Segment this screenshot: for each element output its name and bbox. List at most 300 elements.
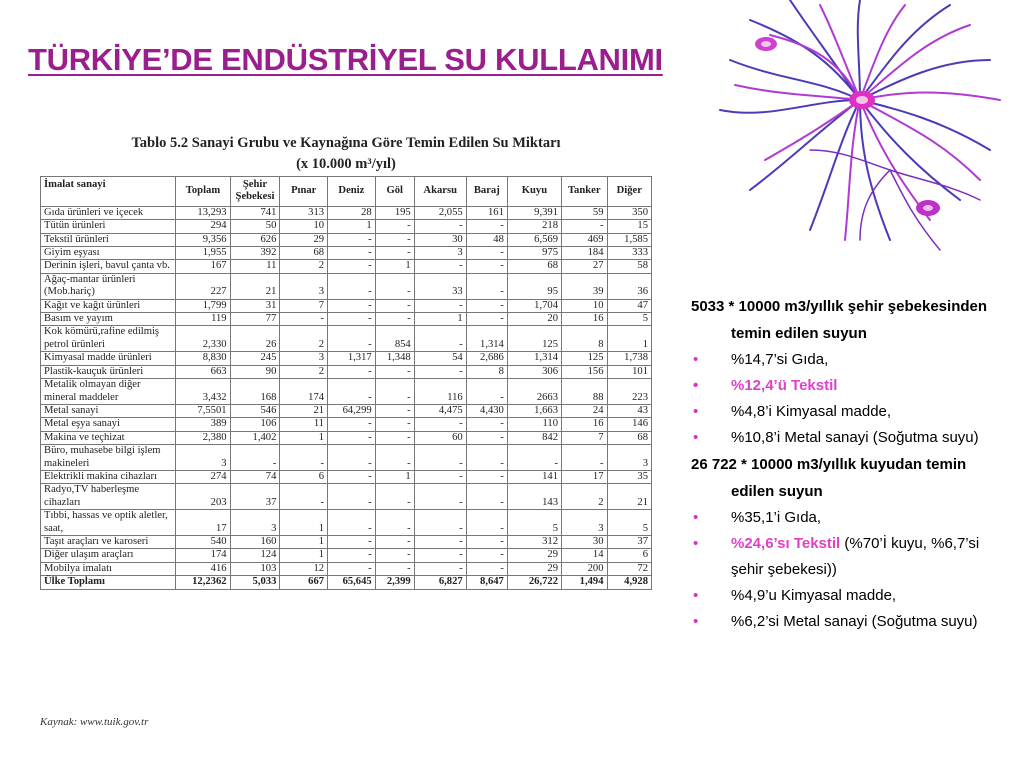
table-cell: 2,686 (466, 352, 507, 365)
table-cell: - (328, 299, 376, 312)
note-item: • %4,8’i Kimyasal madde, (691, 399, 1011, 425)
table-cell: - (466, 510, 507, 536)
row-label-cell: Derinin işleri, bavul çanta vb. (41, 260, 176, 273)
table-cell: 1 (375, 470, 414, 483)
table-cell: 37 (607, 535, 651, 548)
table-cell: 12 (280, 562, 328, 575)
row-label-cell: Tekstil ürünleri (41, 233, 176, 246)
table-cell: 30 (414, 233, 466, 246)
note-header-city-network: 5033 * 10000 m3/yıllık şehir şebekesinden temin edilen suyun (691, 298, 988, 342)
table-cell: 663 (176, 365, 230, 378)
note-list-well (691, 505, 1011, 635)
table-cell: - (466, 484, 507, 510)
table-cell: 60 (414, 431, 466, 444)
table-cell: 54 (414, 352, 466, 365)
table-cell: - (466, 562, 507, 575)
table-cell: 3,432 (176, 379, 230, 405)
table-cell: 20 (507, 313, 561, 326)
table-cell: - (414, 549, 466, 562)
table-cell: - (375, 484, 414, 510)
table-cell: 74 (230, 470, 280, 483)
header-cell: Şehir Şebekesi (230, 177, 280, 207)
table-cell: 27 (562, 260, 608, 273)
note-item-detail: (%70’İ kuyu, %6,7’si şehir şebekesi)) (731, 535, 980, 578)
table-cell: 469 (562, 233, 608, 246)
table-cell: - (466, 418, 507, 431)
table-cell: 48 (466, 233, 507, 246)
table-cell: - (328, 233, 376, 246)
table-cell: 29 (507, 549, 561, 562)
table-cell: 8,830 (176, 352, 230, 365)
table-cell: - (414, 535, 466, 548)
table-cell: 11 (230, 260, 280, 273)
table-cell: - (375, 445, 414, 471)
row-label-cell: Basım ve yayım (41, 313, 176, 326)
table-cell: 540 (176, 535, 230, 548)
table-row (41, 379, 652, 405)
table-row (41, 418, 652, 431)
fireworks-decoration (690, 0, 1024, 300)
row-label-cell: Büro, muhasebe bilgi işlem makineleri (41, 445, 176, 471)
table-cell: 1 (375, 260, 414, 273)
table-cell: 975 (507, 247, 561, 260)
table-cell: - (414, 418, 466, 431)
row-label-cell: Mobilya imalatı (41, 562, 176, 575)
table-cell: - (466, 247, 507, 260)
table-cell: 1 (607, 326, 651, 352)
table-cell: 4,475 (414, 404, 466, 417)
table-cell: 9,391 (507, 206, 561, 219)
table-cell: 203 (176, 484, 230, 510)
table-cell: - (328, 273, 376, 299)
table-cell: 4,430 (466, 404, 507, 417)
table-cell: - (375, 247, 414, 260)
note-item: • %6,2’si Metal sanayi (Soğutma suyu) (691, 609, 1011, 635)
table-row (41, 365, 652, 378)
table-cell: - (328, 510, 376, 536)
table-cell: 37 (230, 484, 280, 510)
table-cell: - (328, 470, 376, 483)
table-cell: 312 (507, 535, 561, 548)
table-cell: 842 (507, 431, 561, 444)
table-cell: - (466, 431, 507, 444)
table-cell: 68 (507, 260, 561, 273)
table-cell: - (328, 484, 376, 510)
table-cell: - (414, 326, 466, 352)
row-label-cell: Elektrikli makina cihazları (41, 470, 176, 483)
table-cell: 101 (607, 365, 651, 378)
note-item-highlight: • %12,4’ü Tekstil (691, 373, 1011, 399)
table-cell: - (466, 260, 507, 273)
table-cell: 5 (507, 510, 561, 536)
table-cell: 39 (562, 273, 608, 299)
table-cell: 16 (562, 418, 608, 431)
header-cell: Baraj (466, 177, 507, 207)
table-row (41, 313, 652, 326)
table-row (41, 470, 652, 483)
table-cell: 3 (562, 510, 608, 536)
table-cell: - (562, 445, 608, 471)
table-cell: 36 (607, 273, 651, 299)
table-cell: 1,955 (176, 247, 230, 260)
table-row (41, 535, 652, 548)
table-cell: - (375, 299, 414, 312)
table-cell: 124 (230, 549, 280, 562)
table-cell: - (466, 379, 507, 405)
table-cell: 58 (607, 260, 651, 273)
table-cell: 3 (230, 510, 280, 536)
table-cell: 313 (280, 206, 328, 219)
table-cell: - (414, 484, 466, 510)
table-row (41, 445, 652, 471)
table-cell: 1,799 (176, 299, 230, 312)
table-cell: 59 (562, 206, 608, 219)
table-cell: 141 (507, 470, 561, 483)
table-cell: 1 (280, 431, 328, 444)
table-cell: 103 (230, 562, 280, 575)
note-item: • %4,9’u Kimyasal madde, (691, 583, 1011, 609)
table-cell: 21 (280, 404, 328, 417)
table-cell: 2,380 (176, 431, 230, 444)
table-cell: 1,738 (607, 352, 651, 365)
table-cell: 5,033 (230, 576, 280, 589)
header-cell: Pınar (280, 177, 328, 207)
row-label-cell: Diğer ulaşım araçları (41, 549, 176, 562)
table-cell: 2663 (507, 379, 561, 405)
table-row (41, 484, 652, 510)
table-cell: - (375, 313, 414, 326)
table-cell: 10 (562, 299, 608, 312)
table-cell: 2 (280, 260, 328, 273)
table-cell: 2,055 (414, 206, 466, 219)
table-cell: 294 (176, 220, 230, 233)
table-cell: 333 (607, 247, 651, 260)
table-cell: 245 (230, 352, 280, 365)
table-row (41, 431, 652, 444)
table-cell: 167 (176, 260, 230, 273)
table-cell: 35 (607, 470, 651, 483)
table-cell: 3 (607, 445, 651, 471)
row-label-cell: Kimyasal madde ürünleri (41, 352, 176, 365)
note-header-well: 26 722 * 10000 m3/yıllık kuyudan temin edilen suyun (691, 456, 967, 500)
table-cell: - (375, 220, 414, 233)
table-cell: 8 (562, 326, 608, 352)
table-cell: 1 (280, 510, 328, 536)
row-label-cell: Metal eşya sanayi (41, 418, 176, 431)
table-cell: 392 (230, 247, 280, 260)
table-cell: 11 (280, 418, 328, 431)
table-cell: 274 (176, 470, 230, 483)
table-cell: - (507, 445, 561, 471)
table-cell: 350 (607, 206, 651, 219)
table-cell: 1,494 (562, 576, 608, 589)
notes-panel (691, 293, 1011, 635)
table-cell: - (466, 535, 507, 548)
note-list-city-network (691, 347, 1011, 451)
table-cell: 2 (280, 326, 328, 352)
header-cell: İmalat sanayi (41, 177, 176, 207)
table-cell: - (328, 260, 376, 273)
water-usage-table (40, 176, 652, 590)
table-cell: 2,399 (375, 576, 414, 589)
table-cell: - (414, 260, 466, 273)
table-row (41, 260, 652, 273)
note-item: • %14,7’si Gıda, (691, 347, 1011, 373)
table-cell: - (230, 445, 280, 471)
table-cell: 5 (607, 313, 651, 326)
table-cell: 1,317 (328, 352, 376, 365)
row-label-cell: Ülke Toplamı (41, 576, 176, 589)
table-cell: 4,928 (607, 576, 651, 589)
header-cell: Göl (375, 177, 414, 207)
slide-title: TÜRKİYE’DE ENDÜSTRİYEL SU KULLANIMI (28, 42, 663, 77)
table-cell: 3 (280, 352, 328, 365)
table-cell: 21 (607, 484, 651, 510)
table-cell: 43 (607, 404, 651, 417)
table-cell: - (414, 299, 466, 312)
table-cell: 14 (562, 549, 608, 562)
table-cell: - (328, 365, 376, 378)
row-label-cell: Gıda ürünleri ve içecek (41, 206, 176, 219)
note-item: • %35,1’i Gıda, (691, 505, 1011, 531)
table-cell: - (328, 313, 376, 326)
table-cell: - (375, 273, 414, 299)
table-cell: 119 (176, 313, 230, 326)
table-cell: - (328, 326, 376, 352)
table-cell: - (562, 220, 608, 233)
table-cell: - (414, 470, 466, 483)
table-cell: 17 (562, 470, 608, 483)
table-row (41, 510, 652, 536)
table-cell: 2 (562, 484, 608, 510)
table-cell: - (375, 510, 414, 536)
table-cell: 77 (230, 313, 280, 326)
table-cell: - (414, 445, 466, 471)
table-cell: 125 (507, 326, 561, 352)
table-cell: - (328, 535, 376, 548)
note-item (691, 531, 1011, 583)
table-cell: - (466, 549, 507, 562)
table-caption-line2: (x 10.000 m³/yıl) (296, 156, 396, 172)
table-cell: 47 (607, 299, 651, 312)
row-label-cell: Taşıt araçları ve karoseri (41, 535, 176, 548)
table-cell: - (414, 365, 466, 378)
table-cell: - (375, 404, 414, 417)
table-row (41, 273, 652, 299)
table-cell: 1,663 (507, 404, 561, 417)
table-cell: - (466, 220, 507, 233)
table-cell: - (466, 470, 507, 483)
table-cell: 218 (507, 220, 561, 233)
table-cell: 15 (607, 220, 651, 233)
table-row (41, 549, 652, 562)
table-cell: 416 (176, 562, 230, 575)
row-label-cell: Makina ve teçhizat (41, 431, 176, 444)
table-cell: 72 (607, 562, 651, 575)
table-cell: 1,314 (507, 352, 561, 365)
table-cell: 2,330 (176, 326, 230, 352)
table-cell: 184 (562, 247, 608, 260)
header-cell: Deniz (328, 177, 376, 207)
table-cell: 95 (507, 273, 561, 299)
table-row (41, 233, 652, 246)
table-cell: 125 (562, 352, 608, 365)
table-cell: 6,569 (507, 233, 561, 246)
table-cell: - (466, 299, 507, 312)
table-cell: 626 (230, 233, 280, 246)
table-row (41, 299, 652, 312)
table-cell: - (375, 431, 414, 444)
table-source: Kaynak: www.tuik.gov.tr (40, 716, 149, 728)
table-cell: 3 (414, 247, 466, 260)
table-cell: - (375, 418, 414, 431)
table-row (41, 206, 652, 219)
table-cell: 174 (280, 379, 328, 405)
table-cell: 200 (562, 562, 608, 575)
table-cell: 13,293 (176, 206, 230, 219)
table-cell: - (466, 313, 507, 326)
table-cell: 106 (230, 418, 280, 431)
table-row (41, 562, 652, 575)
table-cell: 8,647 (466, 576, 507, 589)
table-cell: - (328, 562, 376, 575)
table-cell: - (280, 313, 328, 326)
table-cell: 389 (176, 418, 230, 431)
table-cell: 29 (280, 233, 328, 246)
table-row (41, 220, 652, 233)
note-item: • %10,8’i Metal sanayi (Soğutma suyu) (691, 425, 1011, 451)
table-cell: 854 (375, 326, 414, 352)
table-cell: 2 (280, 365, 328, 378)
table-cell: - (375, 365, 414, 378)
table-cell: - (328, 379, 376, 405)
row-label-cell: Plastik-kauçuk ürünleri (41, 365, 176, 378)
table-cell: 31 (230, 299, 280, 312)
table-cell: - (375, 549, 414, 562)
table-total-row (41, 576, 652, 589)
table-cell: 156 (562, 365, 608, 378)
table-cell: 146 (607, 418, 651, 431)
table-cell: - (375, 233, 414, 246)
table-cell: 3 (280, 273, 328, 299)
table-caption-line1: Tablo 5.2 Sanayi Grubu ve Kaynağına Göre Temin Edilen Su Miktarı (131, 135, 561, 151)
table-cell: 546 (230, 404, 280, 417)
table-cell: 110 (507, 418, 561, 431)
table-cell: - (328, 418, 376, 431)
table-cell: - (375, 379, 414, 405)
row-label-cell: Kağıt ve kağıt ürünleri (41, 299, 176, 312)
table-cell: - (328, 549, 376, 562)
table-cell: - (328, 445, 376, 471)
table-cell: 29 (507, 562, 561, 575)
row-label-cell: Radyo,TV haberleşme cihazları (41, 484, 176, 510)
table-cell: 1,704 (507, 299, 561, 312)
table-cell: - (328, 247, 376, 260)
table-cell: 1 (280, 549, 328, 562)
row-label-cell: Kok kömürü,rafine edilmiş petrol ürünleri (41, 326, 176, 352)
table-cell: 227 (176, 273, 230, 299)
table-caption (40, 133, 652, 175)
table-cell: - (414, 562, 466, 575)
table-cell: 17 (176, 510, 230, 536)
table-cell: 1,585 (607, 233, 651, 246)
table-cell: 33 (414, 273, 466, 299)
table-cell: 306 (507, 365, 561, 378)
table-cell: 174 (176, 549, 230, 562)
table-cell: 68 (280, 247, 328, 260)
table-cell: 16 (562, 313, 608, 326)
note-item-highlight: %24,6’sı Tekstil (731, 535, 841, 552)
table-cell: 90 (230, 365, 280, 378)
table-cell: - (414, 220, 466, 233)
table-cell: 24 (562, 404, 608, 417)
table-cell: 88 (562, 379, 608, 405)
table-cell: - (375, 562, 414, 575)
table-cell: 143 (507, 484, 561, 510)
table-cell: - (466, 445, 507, 471)
table-cell: - (466, 273, 507, 299)
table-cell: 1 (328, 220, 376, 233)
table-header-row (41, 177, 652, 207)
table-cell: 8 (466, 365, 507, 378)
table-cell: 3 (176, 445, 230, 471)
table-cell: - (375, 535, 414, 548)
table-cell: 161 (466, 206, 507, 219)
table-cell: 26 (230, 326, 280, 352)
row-label-cell: Tütün ürünleri (41, 220, 176, 233)
table-cell: 9,356 (176, 233, 230, 246)
table-cell: 195 (375, 206, 414, 219)
row-label-cell: Metal sanayi (41, 404, 176, 417)
table-cell: 68 (607, 431, 651, 444)
table-cell: 160 (230, 535, 280, 548)
table-cell: 667 (280, 576, 328, 589)
row-label-cell: Giyim eşyası (41, 247, 176, 260)
table-cell: 1 (280, 535, 328, 548)
table-cell: 21 (230, 273, 280, 299)
row-label-cell: Tıbbi, hassas ve optik aletler, saat, (41, 510, 176, 536)
table-cell: 1,348 (375, 352, 414, 365)
table-cell: - (414, 510, 466, 536)
header-cell: Akarsu (414, 177, 466, 207)
table-cell: - (280, 445, 328, 471)
table-cell: 6,827 (414, 576, 466, 589)
header-cell: Tanker (562, 177, 608, 207)
table-cell: 7 (280, 299, 328, 312)
table-cell: 5 (607, 510, 651, 536)
table-cell: 65,645 (328, 576, 376, 589)
header-cell: Diğer (607, 177, 651, 207)
table-cell: 30 (562, 535, 608, 548)
table-cell: 168 (230, 379, 280, 405)
table-cell: 50 (230, 220, 280, 233)
table-cell: 6 (607, 549, 651, 562)
table-row (41, 352, 652, 365)
table-cell: 7,5501 (176, 404, 230, 417)
table-cell: 64,299 (328, 404, 376, 417)
table-cell: 10 (280, 220, 328, 233)
table-cell: - (328, 431, 376, 444)
table-cell: 116 (414, 379, 466, 405)
table-cell: 12,2362 (176, 576, 230, 589)
table-cell: 1,402 (230, 431, 280, 444)
header-cell: Kuyu (507, 177, 561, 207)
table-cell: 6 (280, 470, 328, 483)
table-cell: 741 (230, 206, 280, 219)
table-cell: 223 (607, 379, 651, 405)
table-cell: 28 (328, 206, 376, 219)
table-row (41, 247, 652, 260)
